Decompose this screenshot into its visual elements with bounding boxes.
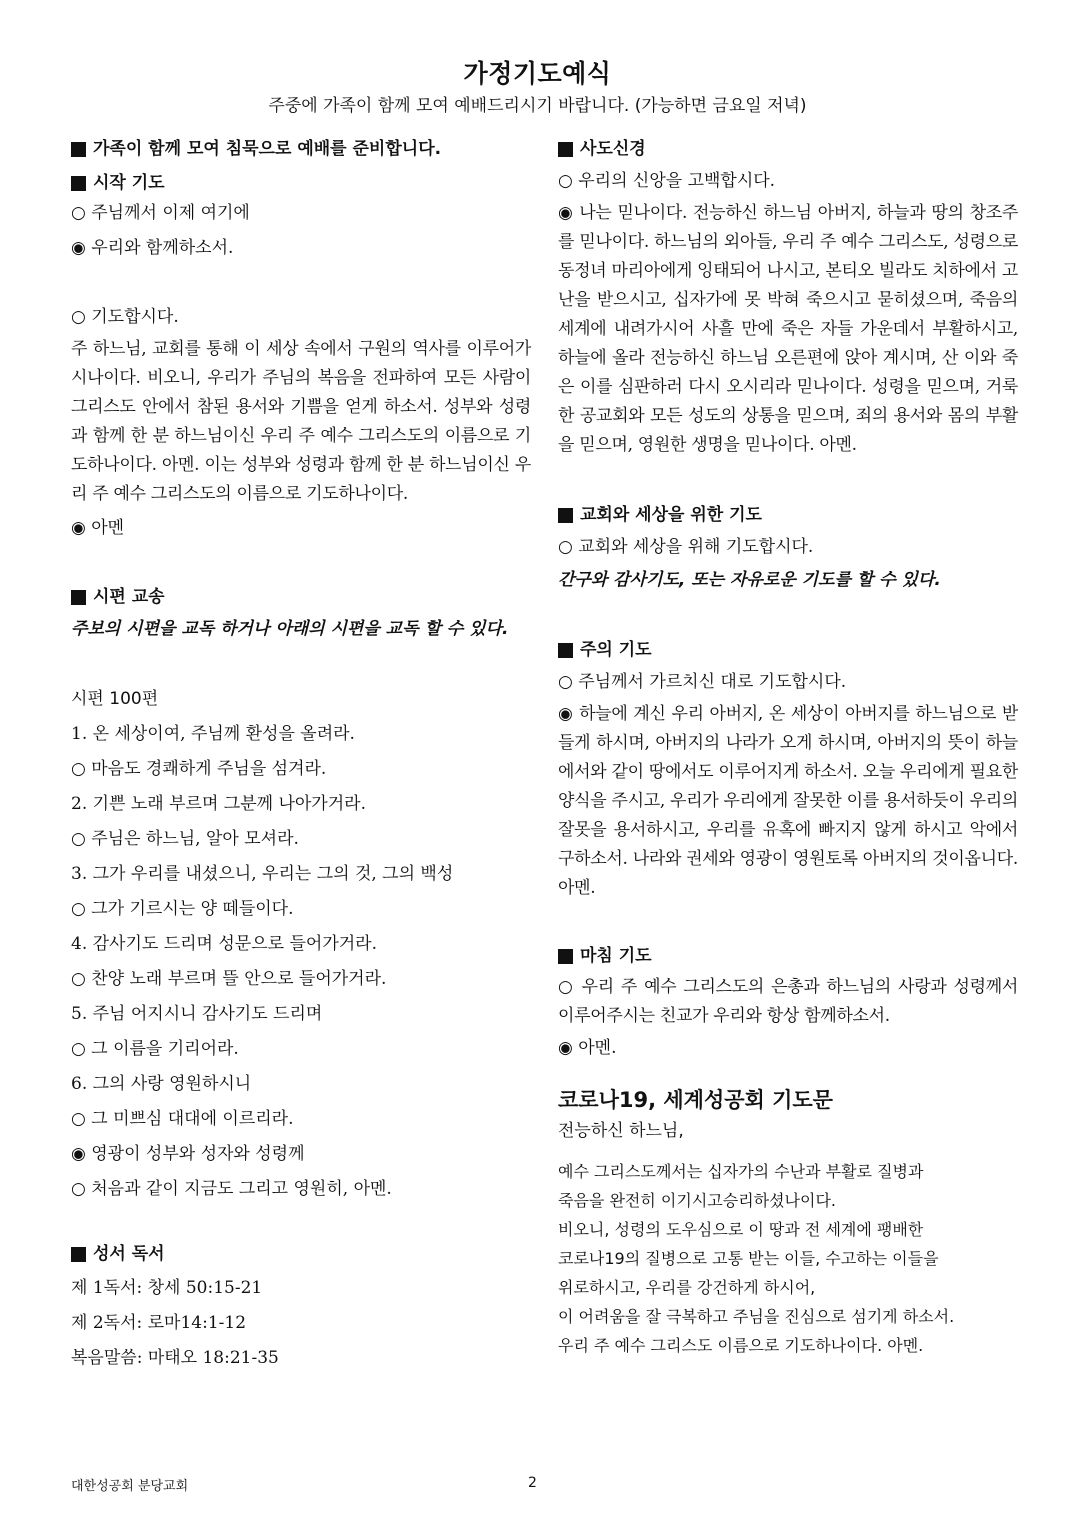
- opening-versicle: ○ 주님께서 이제 여기에: [71, 203, 250, 223]
- prepare-heading-text: 가족이 함께 모여 침묵으로 예배를 준비합니다.: [93, 139, 442, 159]
- psalm-line: ○ 그 이름을 기리어라.: [71, 1039, 239, 1059]
- square-bullet-icon: [71, 142, 86, 157]
- reading-second: 제 2독서: 로마14:1-12: [71, 1313, 247, 1333]
- psalm-line: ○ 주님은 하느님, 알아 모셔라.: [71, 829, 299, 849]
- square-bullet-icon: [71, 590, 86, 605]
- covid-prayer-line: 우리 주 예수 그리스도 이름으로 기도하나이다. 아멘.: [558, 1336, 924, 1355]
- closing-amen: ◉ 아멘.: [558, 1038, 617, 1058]
- closing-text: ○ 우리 주 예수 그리스도의 은총과 하느님의 사랑과 성령께서 이루어주시는 친교가 우리와 항상 함께하소서.: [558, 977, 1018, 1026]
- page-subtitle: 주중에 가족이 함께 모여 예배드리시기 바랍니다. (가능하면 금요일 저녁): [268, 96, 807, 116]
- reading-first: 제 1독서: 창세 50:15-21: [71, 1278, 263, 1298]
- church-world-intro: ○ 교회와 세상을 위해 기도합시다.: [558, 537, 814, 557]
- left-column: [71, 138, 531, 1376]
- footer-church-name: 대한성공회 분당교회: [71, 1479, 189, 1494]
- page-title: 가정기도예식: [463, 59, 612, 88]
- covid-prayer-body: [558, 1157, 1018, 1360]
- right-column: [558, 138, 1018, 1360]
- square-bullet-icon: [558, 142, 573, 157]
- covid-prayer-address: 전능하신 하느님,: [558, 1121, 684, 1141]
- creed-heading-text: 사도신경: [580, 139, 646, 159]
- psalm-line: 2. 기쁜 노래 부르며 그분께 나아가거라.: [71, 794, 366, 814]
- psalm-line: 1. 온 세상이여, 주님께 환성을 올려라.: [71, 724, 355, 744]
- psalm-line: ◉ 영광이 성부와 성자와 성령께: [71, 1144, 305, 1164]
- creed-text: ◉ 나는 믿나이다. 전능하신 하느님 아버지, 하늘과 땅의 창조주를 믿나이다. 하느님의 외아들, 우리 주 예수 그리스도, 성령으로 동정녀 마리아에게 잉태되어 나시고, 본티오 빌라도 치하에서 고난을 받으시고, 십자가에 못 박혀 죽으시고 묻히셨으며, 죽음의 세계에 내려가시어 사흘 만에 죽은 자들 가운데서 부활하시고, 하늘에 올라 전능하신 하느님 오른편에 앉아 계시며, 산 이와 죽은 이를 심판하러 다시 오시리라 믿나이다. 성령을 믿으며, 거룩한 공교회와 모든 성도의 상통을 믿으며, 죄의 용서와 몸의 부활을 믿으며, 영원한 생명을 믿나이다. 아멘.: [558, 203, 1019, 455]
- creed-heading: [558, 138, 1018, 160]
- page-number: 2: [528, 1475, 537, 1491]
- lords-prayer-heading: [558, 639, 1018, 661]
- psalm-line: ○ 그가 기르시는 양 떼들이다.: [71, 899, 294, 919]
- collect-amen: ◉ 아멘: [71, 518, 125, 538]
- psalm-line: ○ 처음과 같이 지금도 그리고 영원히, 아멘.: [71, 1179, 392, 1199]
- lords-prayer-heading-text: 주의 기도: [580, 640, 652, 660]
- psalm-line: ○ 그 미쁘심 대대에 이르리라.: [71, 1109, 294, 1129]
- covid-prayer-line: 예수 그리스도께서는 십자가의 수난과 부활로 질병과: [558, 1162, 924, 1181]
- opening-response: ◉ 우리와 함께하소서.: [71, 238, 234, 258]
- covid-prayer-line: 죽음을 완전히 이기시고승리하셨나이다.: [558, 1191, 837, 1210]
- church-world-note: 간구와 감사기도, 또는 자유로운 기도를 할 수 있다.: [558, 570, 941, 590]
- psalm-line: ○ 찬양 노래 부르며 뜰 안으로 들어가거라.: [71, 969, 387, 989]
- covid-prayer-line: 코로나19의 질병으로 고통 받는 이들, 수고하는 이들을: [558, 1249, 939, 1268]
- square-bullet-icon: [558, 508, 573, 523]
- square-bullet-icon: [71, 176, 86, 191]
- psalm-line: 4. 감사기도 드리며 성문으로 들어가거라.: [71, 934, 377, 954]
- covid-prayer-title: 코로나19, 세계성공회 기도문: [558, 1088, 833, 1112]
- pray-intro: ○ 기도합시다.: [71, 307, 179, 327]
- opening-heading-text: 시작 기도: [93, 173, 165, 193]
- lords-prayer-intro: ○ 주님께서 가르치신 대로 기도합시다.: [558, 672, 847, 692]
- opening-heading: [71, 172, 531, 194]
- church-world-heading: [558, 504, 1018, 526]
- collect-prayer: 주 하느님, 교회를 통해 이 세상 속에서 구원의 역사를 이루어가시나이다. 비오니, 우리가 주님의 복음을 전파하여 모든 사람이 그리스도 안에서 참된 용서와 기쁨을 얻게 하소서. 성부와 성령과 함께 한 분 하느님이신 우리 주 예수 그리스도의 이름으로 기도하나이다. 아멘. 이는 성부와 성령과 함께 한 분 하느님이신 우리 주 예수 그리스도의 이름으로 기도하나이다.: [71, 339, 531, 504]
- covid-prayer-line: 비오니, 성령의 도우심으로 이 땅과 전 세계에 팽배한: [558, 1220, 924, 1239]
- square-bullet-icon: [71, 1247, 86, 1262]
- psalm-lines: [71, 717, 531, 1207]
- square-bullet-icon: [558, 643, 573, 658]
- psalm-title: 시편 100편: [71, 689, 159, 709]
- covid-prayer-line: 이 어려움을 잘 극복하고 주님을 진심으로 섬기게 하소서.: [558, 1307, 955, 1326]
- reading-heading-text: 성서 독서: [93, 1244, 165, 1264]
- lords-prayer-text: ◉ 하늘에 계신 우리 아버지, 온 세상이 아버지를 하느님으로 받들게 하시며, 아버지의 나라가 오게 하시며, 아버지의 뜻이 하늘에서와 같이 땅에서도 이루어지게 하소서. 오늘 우리에게 필요한 양식을 주시고, 우리가 우리에게 잘못한 이를 용서하듯이 우리의 잘못을 용서하시고, 우리를 유혹에 빠지지 않게 하시고 악에서 구하소서. 나라와 권세와 영광이 영원토록 아버지의 것이옵니다. 아멘.: [558, 704, 1019, 898]
- psalm-heading: [71, 586, 531, 608]
- covid-prayer-line: 위로하시고, 우리를 강건하게 하시어,: [558, 1278, 816, 1297]
- square-bullet-icon: [558, 949, 573, 964]
- psalm-line: 3. 그가 우리를 내셨으니, 우리는 그의 것, 그의 백성: [71, 864, 454, 884]
- psalm-heading-text: 시편 교송: [93, 587, 165, 607]
- prepare-heading: [71, 138, 531, 160]
- closing-heading-text: 마침 기도: [580, 946, 652, 966]
- church-world-heading-text: 교회와 세상을 위한 기도: [580, 505, 762, 525]
- reading-gospel: 복음말씀: 마태오 18:21-35: [71, 1348, 279, 1368]
- creed-intro: ○ 우리의 신앙을 고백합시다.: [558, 171, 776, 191]
- psalm-line: ○ 마음도 경쾌하게 주님을 섬겨라.: [71, 759, 327, 779]
- closing-heading: [558, 945, 1018, 967]
- psalm-note: 주보의 시편을 교독 하거나 아래의 시편을 교독 할 수 있다.: [71, 619, 509, 639]
- reading-heading: [71, 1243, 531, 1265]
- psalm-line: 6. 그의 사랑 영원하시니: [71, 1074, 252, 1094]
- psalm-line: 5. 주님 어지시니 감사기도 드리며: [71, 1004, 323, 1024]
